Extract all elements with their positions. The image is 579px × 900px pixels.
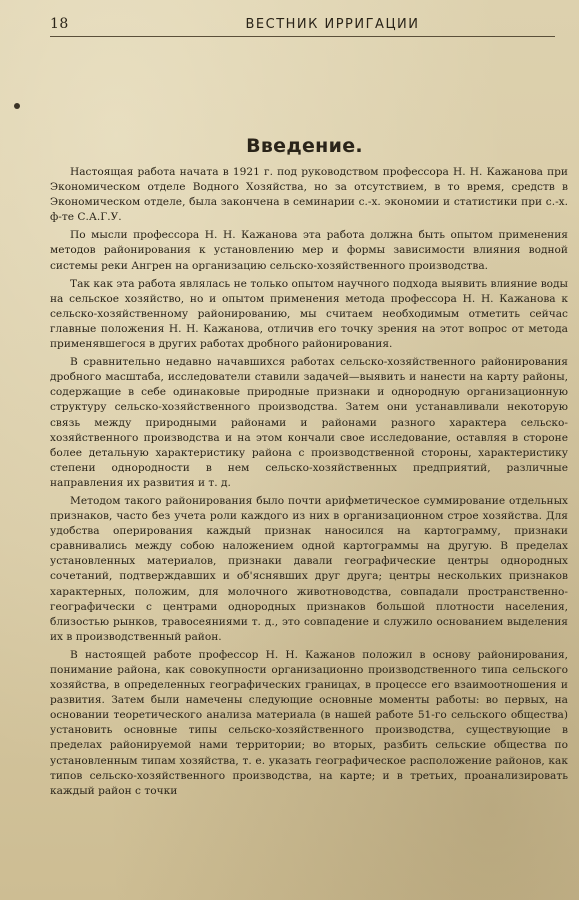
paragraph-2: По мысли профессора Н. Н. Кажанова эта работа должна быть опытом применения методов районирования к установлению мер и формы зависимости влияния водной системы реки Ангрен на организацию сельско-хозяйственного производства. xyxy=(50,229,568,272)
article-body xyxy=(50,165,568,802)
paragraph-1: Настоящая работа начата в 1921 г. под руководством профессора Н. Н. Кажанова при Экономическом отделе Водного Хозяйства, но за отсутствием, в то время, средств в Экономическом отделе, была закончена в семинарии с.-х. экономии и статистики при с.-х. ф-те С.А.Г.У. xyxy=(50,166,568,224)
paragraph-6: В настоящей работе профессор Н. Н. Кажанов положил в основу районирования, понимание района, как совокупности организационно производственного типа сельского хозяйства, в определенных географических границах, в процессе его взаимоотношения и развития. Затем были намечены следующие основные моменты работы: во первых, на основании теоретического анализа материала (в нашей работе 51-го сельского общества) установить основные типы сельско-хозяйственного производства, существующие в пределах районируемой нами территории; во вторых, разбить сельские общества по установленным типам хозяйства, т. е. указать географическое расположение районов, как типов сельско-хозяйственного производства, на карте; и в третьих, проанализировать каждый район с точки xyxy=(50,648,568,797)
paragraph-4: В сравнительно недавно начавшихся работах сельско-хозяйственного районирования дробного масштаба, исследователи ставили задачей—выявить и нанести на карту районы, содержащие в себе одинаковые природные признаки и однородную организационную структуру сельско-хозяйственного производства. Затем они устанавливали некоторую связь между природными районами и районами разного характера сельско-хозяйственного производства и на этом кончали свое исследование, оставляя в стороне более детальную характеристику района с производственной стороны, характеристику степени однородности в нем сельско-хозяйственных предприятий, различные направления их развития и т. д. xyxy=(50,356,568,489)
section-heading: Введение. xyxy=(246,135,363,157)
page-number: 18 xyxy=(50,16,69,32)
page-header xyxy=(50,14,555,37)
journal-title: ВЕСТНИК ИРРИГАЦИИ xyxy=(245,17,420,32)
paragraph-3: Так как эта работа являлась не только опытом научного подхода выявить влияние воды на сельское хозяйство, но и опытом применения метода профессора Н. Н. Кажанова к сельско-хозяйственному районированию, мы считаем необходимым отметить сейчас главные положения Н. Н. Кажанова, отличив его точку зрения на этот вопрос от метода применявшегося в других работах дробного районирования. xyxy=(50,277,568,351)
ink-spot xyxy=(14,103,20,109)
paragraph-5: Методом такого районирования было почти арифметическое суммирование отдельных признаков, часто без учета роли каждого из них в организационном строе хозяйства. Для удобства оперирования каждый признак наносился на картограмму, признаки сравнивались между собою наложением одной картограммы на другую. В пределах установленных материалов, признаки давали географические центры однородных сочетаний, подтверждавших и об'яснявших друг друга; центры нескольких признаков характерных, положим, для молочного животноводства, совпадали пространственно-географически с центрами однородных признаков большой плотности населения, близостью рынков, травосеяниями т. д., это совпадение и служило основанием выделения их в производственный район. xyxy=(50,494,568,643)
